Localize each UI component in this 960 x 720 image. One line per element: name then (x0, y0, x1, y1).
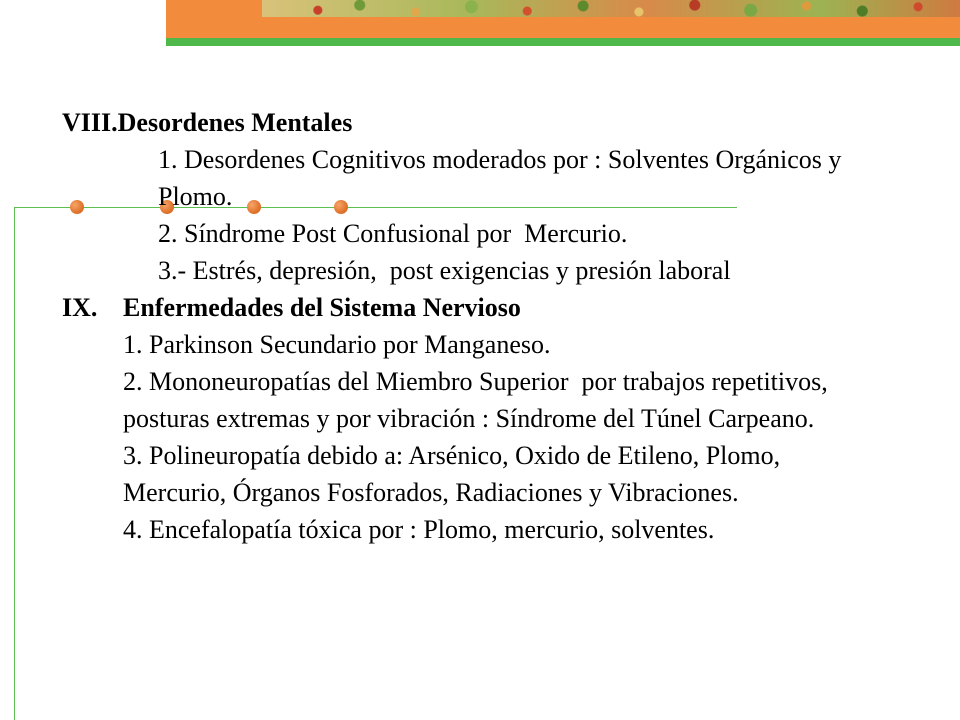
section-heading (62, 289, 942, 326)
header-orange-bar-left (166, 0, 262, 17)
slide-body (62, 104, 942, 548)
section-number: IX. (62, 293, 98, 322)
list-item: 1. Desordenes Cognitivos moderados por : Solventes Orgánicos y Plomo. (158, 145, 848, 211)
section-desordenes-mentales (62, 104, 942, 289)
list-item: 3.- Estrés, depresión, post exigencias y presión laboral (158, 256, 731, 285)
header-photo-strip (262, 0, 960, 17)
section-title: Desordenes Mentales (117, 108, 353, 137)
section-number: VIII. (62, 108, 118, 137)
section-title: Enfermedades del Sistema Nervioso (123, 293, 521, 322)
list-item: 1. Parkinson Secundario por Manganeso. (123, 330, 551, 359)
section-heading (62, 104, 942, 141)
section-items (62, 326, 942, 548)
list-item: 2. Mononeuropatías del Miembro Superior por trabajos repetitivos, posturas extremas y por vibración : Síndrome del Túnel Carpeano. (123, 367, 835, 433)
list-item: 3. Polineuropatía debido a: Arsénico, Oxido de Etileno, Plomo, Mercurio, Órganos Fosforados, Radiaciones y Vibraciones. (123, 441, 787, 507)
header-green-line (166, 38, 960, 46)
list-item: 4. Encefalopatía tóxica por : Plomo, mercurio, solventes. (123, 515, 715, 544)
list-item: 2. Síndrome Post Confusional por Mercurio. (158, 219, 628, 248)
section-items (62, 141, 942, 289)
section-enfermedades-sistema-nervioso (62, 289, 942, 548)
divider-green-vertical (14, 207, 15, 720)
